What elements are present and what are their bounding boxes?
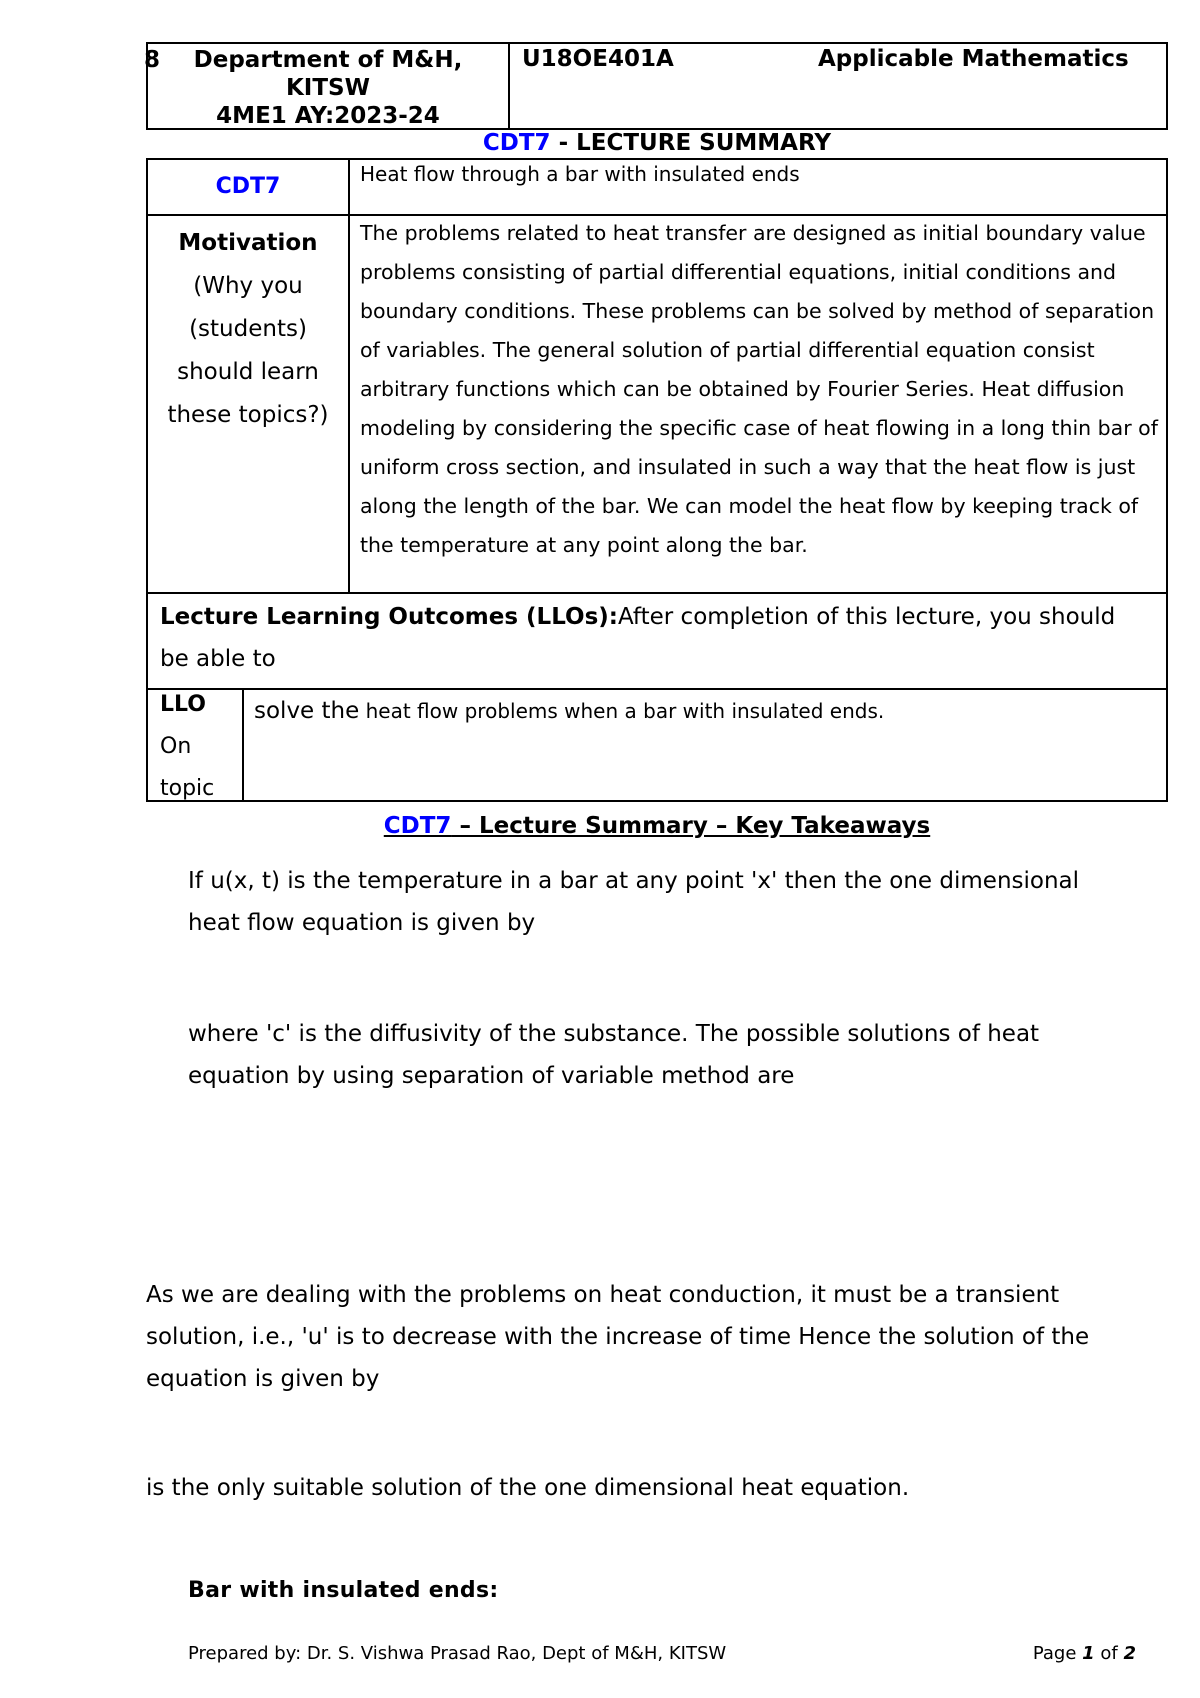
- llo-label-cell: [148, 688, 244, 800]
- page-of: of: [1094, 1643, 1124, 1664]
- title-cdt: CDT7: [482, 130, 551, 156]
- llo-text-big: solve the: [254, 698, 360, 724]
- paragraph-transient-solution: As we are dealing with the problems on heat conduction, it must be a transient solution, i.e., 'u' is to decrease with the increase of time Hence the solution of the equation is given by: [146, 1282, 1090, 1392]
- llo-heading-bold: Lecture Learning Outcomes (LLOs):: [160, 604, 619, 630]
- llo-label-3: topic: [160, 776, 215, 801]
- cdt-label: CDT7: [215, 174, 281, 199]
- table-row-llo-heading: [148, 592, 1166, 690]
- motivation-cell: [148, 214, 350, 592]
- subject-name: Applicable Mathematics: [818, 46, 1129, 72]
- cdt-cell: [148, 160, 350, 214]
- page-current: 1: [1082, 1643, 1095, 1664]
- class-year: 4ME1 AY:2023-24: [216, 103, 440, 129]
- motivation-text: The problems related to heat transfer are designed as initial boundary value problems consisting of partial differential equations, initial conditions and boundary conditions. These problems can be solved by method of separation of variables. The general solution of partial differential equation consist arbitrary functions which can be obtained by Fourier Series. Heat diffusion modeling by considering the specific case of heat flowing in a long thin bar of uniform cross section, and insulated in such a way that the heat flow is just along the length of the bar. We can model the heat flow by keeping track of the temperature at any point along the bar.: [360, 221, 1158, 557]
- llo-label-2: On: [160, 734, 192, 759]
- footer-prepared-by: Prepared by: Dr. S. Vishwa Prasad Rao, Dept of M&H, KITSW: [188, 1643, 727, 1664]
- motivation-title: Motivation: [178, 230, 318, 256]
- header-course-cell: [510, 44, 1166, 128]
- institute-name: KITSW: [285, 75, 370, 101]
- llo-heading-rest: After completion of this lecture, you should be able to: [160, 604, 1116, 672]
- llo-label-1: LLO: [160, 692, 206, 717]
- paragraph-heat-equation: If u(x, t) is the temperature in a bar at any point 'x' then the one dimensional heat flow equation is given by: [188, 868, 1080, 936]
- title-rest: - LECTURE SUMMARY: [550, 130, 832, 156]
- key-takeaways-heading: [146, 813, 1168, 839]
- topic-text: Heat flow through a bar with insulated ends: [360, 162, 800, 186]
- llo-text-rest: heat flow problems when a bar with insulated ends.: [359, 699, 885, 723]
- motivation-sub2: (students): [189, 316, 307, 342]
- motivation-sub4: these topics?): [167, 402, 329, 428]
- summary-heading-rest: – Lecture Summary – Key Takeaways: [451, 813, 931, 839]
- header-table: [146, 42, 1168, 130]
- header-number: 8: [144, 47, 161, 73]
- page-word: Page: [1032, 1643, 1083, 1664]
- page-title: [146, 130, 1168, 156]
- motivation-sub1: (Why you: [193, 273, 303, 299]
- department-name: Department of M&H,: [193, 47, 463, 73]
- course-code: U18OE401A: [522, 46, 674, 72]
- page-total: 2: [1123, 1643, 1136, 1664]
- motivation-label: [148, 222, 348, 437]
- llo-heading: [160, 596, 1150, 680]
- lecture-summary-table: [146, 158, 1168, 802]
- table-row-motivation: [148, 214, 1166, 594]
- header-department-cell: [144, 44, 510, 129]
- llo-text: [254, 698, 884, 724]
- summary-heading-cdt: CDT7: [383, 813, 452, 839]
- paragraph-diffusivity: where 'c' is the diffusivity of the substance. The possible solutions of heat equation by using separation of variable method are: [188, 1021, 1040, 1089]
- section-heading-insulated-ends: Bar with insulated ends:: [188, 1578, 499, 1603]
- table-row-llo: [148, 688, 1166, 800]
- llo-label: [160, 684, 214, 810]
- motivation-sub3: should learn: [177, 359, 319, 385]
- paragraph-suitable-solution: is the only suitable solution of the one dimensional heat equation.: [146, 1475, 910, 1501]
- table-row-topic: [148, 160, 1166, 216]
- page-number: [1033, 1643, 1136, 1664]
